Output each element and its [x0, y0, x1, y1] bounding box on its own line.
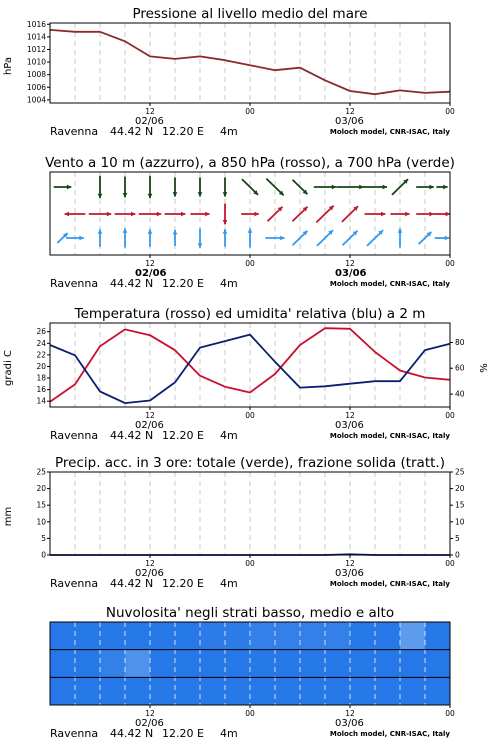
cloud-cell: [325, 622, 350, 650]
precip-y-tick-label: 10: [36, 517, 46, 527]
cloud-cell: [375, 677, 400, 705]
pressure-y-tick-label: 1016: [26, 19, 46, 29]
temp_rh-title: Temperatura (rosso) ed umidita' relativa (blu) a 2 m: [74, 306, 426, 322]
wind-arrow-head: [79, 236, 83, 241]
pressure-y-label: hPa: [3, 56, 14, 76]
precip-y-tick-label: 0: [41, 550, 46, 560]
wind-arrow-head: [254, 212, 258, 217]
clouds-title: Nuvolosita' negli strati basso, medio e alto: [105, 605, 395, 621]
clouds-x-tick-label: 00: [245, 709, 255, 718]
temp_rh-date-label: 02/06: [135, 420, 164, 431]
pressure-location-name: Ravenna: [50, 125, 99, 138]
wind-arrow-head: [280, 236, 284, 241]
cloud-cell: [425, 650, 450, 678]
precip-y-tick-label: 5: [41, 533, 46, 543]
precip-location-lat: 44.42 N: [110, 577, 154, 590]
wind-location-lon: 12.20 E: [162, 277, 204, 290]
wind-arrow-head: [107, 212, 111, 217]
temp_rh-y-tick-label: 26: [36, 327, 46, 337]
cloud-cell: [125, 650, 150, 678]
wind-arrow-head: [131, 212, 135, 217]
wind-arrow-head: [405, 212, 409, 217]
cloud-cell: [50, 677, 75, 705]
cloud-cell: [75, 622, 100, 650]
cloud-cell: [400, 622, 425, 650]
precip-date-label: 03/06: [335, 568, 364, 579]
wind-arrow-head: [359, 185, 363, 190]
cloud-cell: [275, 622, 300, 650]
cloud-cell: [275, 677, 300, 705]
temp_rh-date-label: 03/06: [335, 420, 364, 431]
wind-title: Vento a 10 m (azzurro), a 850 hPa (rosso), a 700 hPa (verde): [45, 155, 455, 171]
wind-location-name: Ravenna: [50, 277, 99, 290]
cloud-cell: [50, 622, 75, 650]
wind-x-tick-label: 12: [145, 259, 155, 268]
wind-arrow-head: [123, 228, 128, 232]
temp_rh-location-name: Ravenna: [50, 429, 99, 442]
cloud-cell: [225, 650, 250, 678]
clouds-date-label: 02/06: [135, 718, 164, 729]
cloud-cell: [225, 622, 250, 650]
pressure-panel: [3, 6, 455, 138]
temp_rh-x-tick-label: 00: [445, 411, 455, 420]
cloud-cell: [50, 650, 75, 678]
precip-x-tick-label: 00: [245, 559, 255, 568]
cloud-cell: [175, 650, 200, 678]
wind-arrow-head: [148, 194, 153, 198]
temp_rh-y-tick-label: 24: [36, 338, 46, 348]
temp_rh-x-tick-label: 12: [345, 411, 355, 420]
clouds-location-lat: 44.42 N: [110, 727, 154, 740]
clouds-location-alt: 4m: [220, 727, 238, 740]
temp_rh-location-lon: 12.20 E: [162, 429, 204, 442]
precip-x-tick-label: 12: [345, 559, 355, 568]
precip-y-tick-label: 25: [36, 467, 46, 477]
cloud-cell: [200, 650, 225, 678]
cloud-cell: [250, 622, 275, 650]
temp_rh-x-tick-label: 00: [245, 411, 255, 420]
wind-arrow-head: [223, 192, 228, 196]
precip-location-alt: 4m: [220, 577, 238, 590]
wind-arrow-head: [443, 185, 447, 190]
wind-arrow-head: [223, 229, 228, 233]
cloud-cell: [125, 622, 150, 650]
temp_rh-location-lat: 44.42 N: [110, 429, 154, 442]
cloud-cell: [425, 622, 450, 650]
wind-arrow-head: [181, 212, 185, 217]
clouds-x-tick-label: 12: [345, 709, 355, 718]
cloud-cell: [75, 677, 100, 705]
cloud-cell: [400, 677, 425, 705]
cloud-cell: [325, 650, 350, 678]
wind-arrow-head: [198, 192, 203, 196]
wind-arrow-head: [429, 212, 433, 217]
wind-x-tick-label: 00: [245, 259, 255, 268]
cloud-cell: [125, 677, 150, 705]
cloud-cell: [175, 677, 200, 705]
pressure-y-tick-label: 1008: [26, 70, 46, 80]
cloud-cell: [350, 650, 375, 678]
wind-arrow-head: [398, 228, 403, 232]
precip-y-tick-label: 20: [36, 484, 46, 494]
wind-arrow-head: [383, 185, 387, 190]
temp_rh-y-tick-label: 16: [36, 385, 46, 395]
temp_rh-y-tick-label: 14: [36, 396, 46, 406]
cloud-cell: [375, 622, 400, 650]
cloud-cell: [150, 677, 175, 705]
wind-arrow-head: [248, 228, 253, 232]
cloud-cell: [225, 677, 250, 705]
temp_rh-x-tick-label: 12: [145, 411, 155, 420]
pressure-y-tick-label: 1012: [26, 44, 46, 54]
cloud-cell: [200, 677, 225, 705]
wind-x-tick-label: 12: [345, 259, 355, 268]
clouds-credit: Moloch model, CNR-ISAC, Italy: [329, 730, 450, 738]
precip-y-right-tick-label: 0: [455, 550, 460, 560]
cloud-cell: [350, 622, 375, 650]
wind-arrow-head: [446, 212, 450, 217]
wind-date-label: 02/06: [135, 268, 167, 279]
temp_rh-y-right-tick-label: 40: [455, 389, 465, 399]
cloud-cell: [150, 650, 175, 678]
pressure-x-tick-label: 00: [245, 107, 255, 116]
wind-arrow-head: [123, 193, 128, 197]
cloud-cell: [350, 677, 375, 705]
cloud-cell: [100, 622, 125, 650]
cloud-cell: [300, 622, 325, 650]
cloud-cell: [250, 677, 275, 705]
wind-arrow-head: [445, 236, 449, 241]
wind-arrow-head: [98, 229, 103, 233]
precip-location-lon: 12.20 E: [162, 577, 204, 590]
temp_rh-y-tick-label: 18: [36, 373, 46, 383]
wind-arrow-head: [223, 220, 228, 224]
temp_rh-location-alt: 4m: [220, 429, 238, 442]
wind-arrow-head: [173, 230, 178, 234]
precip-x-tick-label: 12: [145, 559, 155, 568]
cloud-cell: [275, 650, 300, 678]
cloud-cell: [250, 650, 275, 678]
wind-arrow-head: [65, 212, 69, 217]
clouds-x-tick-label: 00: [445, 709, 455, 718]
temp_rh-y-tick-label: 20: [36, 361, 46, 371]
precip-y-right-tick-label: 20: [455, 484, 465, 494]
cloud-cell: [100, 677, 125, 705]
wind-arrow-head: [381, 212, 385, 217]
pressure-location-lat: 44.42 N: [110, 125, 154, 138]
cloud-cell: [150, 622, 175, 650]
precip-credit: Moloch model, CNR-ISAC, Italy: [329, 580, 450, 588]
precip-y-label: mm: [3, 506, 14, 527]
pressure-y-tick-label: 1006: [26, 82, 46, 92]
temp_rh-y-tick-label: 22: [36, 350, 46, 360]
pressure-credit: Moloch model, CNR-ISAC, Italy: [329, 128, 450, 136]
precip-y-right-tick-label: 10: [455, 517, 465, 527]
pressure-x-tick-label: 12: [145, 107, 155, 116]
cloud-cell: [300, 650, 325, 678]
cloud-cell: [325, 677, 350, 705]
temp_rh-y-right-label: %: [479, 363, 490, 373]
pressure-location-lon: 12.20 E: [162, 125, 204, 138]
cloud-cell: [200, 622, 225, 650]
wind-credit: Moloch model, CNR-ISAC, Italy: [329, 280, 450, 288]
precip-date-label: 02/06: [135, 568, 164, 579]
wind-arrow-head: [429, 185, 433, 190]
cloud-cell: [425, 677, 450, 705]
precip-y-right-tick-label: 15: [455, 500, 465, 510]
pressure-location-alt: 4m: [220, 125, 238, 138]
wind-arrow-head: [157, 212, 161, 217]
clouds-date-label: 03/06: [335, 718, 364, 729]
cloud-cell: [400, 650, 425, 678]
pressure-x-tick-label: 00: [445, 107, 455, 116]
temp_rh-y-label: gradi C: [3, 350, 14, 386]
precip-y-right-tick-label: 5: [455, 533, 460, 543]
temp_rh-y-right-tick-label: 80: [455, 337, 465, 347]
temp_rh-y-right-tick-label: 60: [455, 363, 465, 373]
wind-date-label: 03/06: [335, 268, 367, 279]
cloud-cell: [375, 650, 400, 678]
wind-arrow-head: [173, 192, 178, 196]
wind-arrow-head: [67, 185, 71, 190]
clouds-location-name: Ravenna: [50, 727, 99, 740]
wind-arrow-head: [98, 194, 103, 198]
wind-x-tick-label: 00: [445, 259, 455, 268]
precip-y-tick-label: 15: [36, 500, 46, 510]
precip-panel: [3, 455, 465, 590]
pressure-x-tick-label: 12: [345, 107, 355, 116]
temp_rh-credit: Moloch model, CNR-ISAC, Italy: [329, 432, 450, 440]
cloud-cell: [100, 650, 125, 678]
wind-arrow-head: [205, 212, 209, 217]
pressure-y-tick-label: 1004: [26, 95, 46, 105]
pressure-y-tick-label: 1014: [26, 32, 46, 42]
pressure-date-label: 02/06: [135, 116, 164, 127]
precip-title: Precip. acc. in 3 ore: totale (verde), frazione solida (tratt.): [55, 455, 445, 471]
wind-location-alt: 4m: [220, 277, 238, 290]
precip-x-tick-label: 00: [445, 559, 455, 568]
wind-location-lat: 44.42 N: [110, 277, 154, 290]
precip-y-right-tick-label: 25: [455, 467, 465, 477]
clouds-location-lon: 12.20 E: [162, 727, 204, 740]
precip-location-name: Ravenna: [50, 577, 99, 590]
clouds-x-tick-label: 12: [145, 709, 155, 718]
pressure-title: Pressione al livello medio del mare: [132, 6, 368, 22]
pressure-date-label: 03/06: [335, 116, 364, 127]
pressure-y-tick-label: 1010: [26, 57, 46, 67]
wind-arrow-head: [198, 243, 203, 247]
cloud-cell: [300, 677, 325, 705]
cloud-cell: [75, 650, 100, 678]
cloud-cell: [175, 622, 200, 650]
wind-arrow-head: [332, 185, 336, 190]
clouds-panel: [50, 605, 455, 740]
wind-arrow-head: [148, 229, 153, 233]
wind-panel: [45, 155, 455, 290]
temp_rh-panel: [3, 306, 490, 442]
